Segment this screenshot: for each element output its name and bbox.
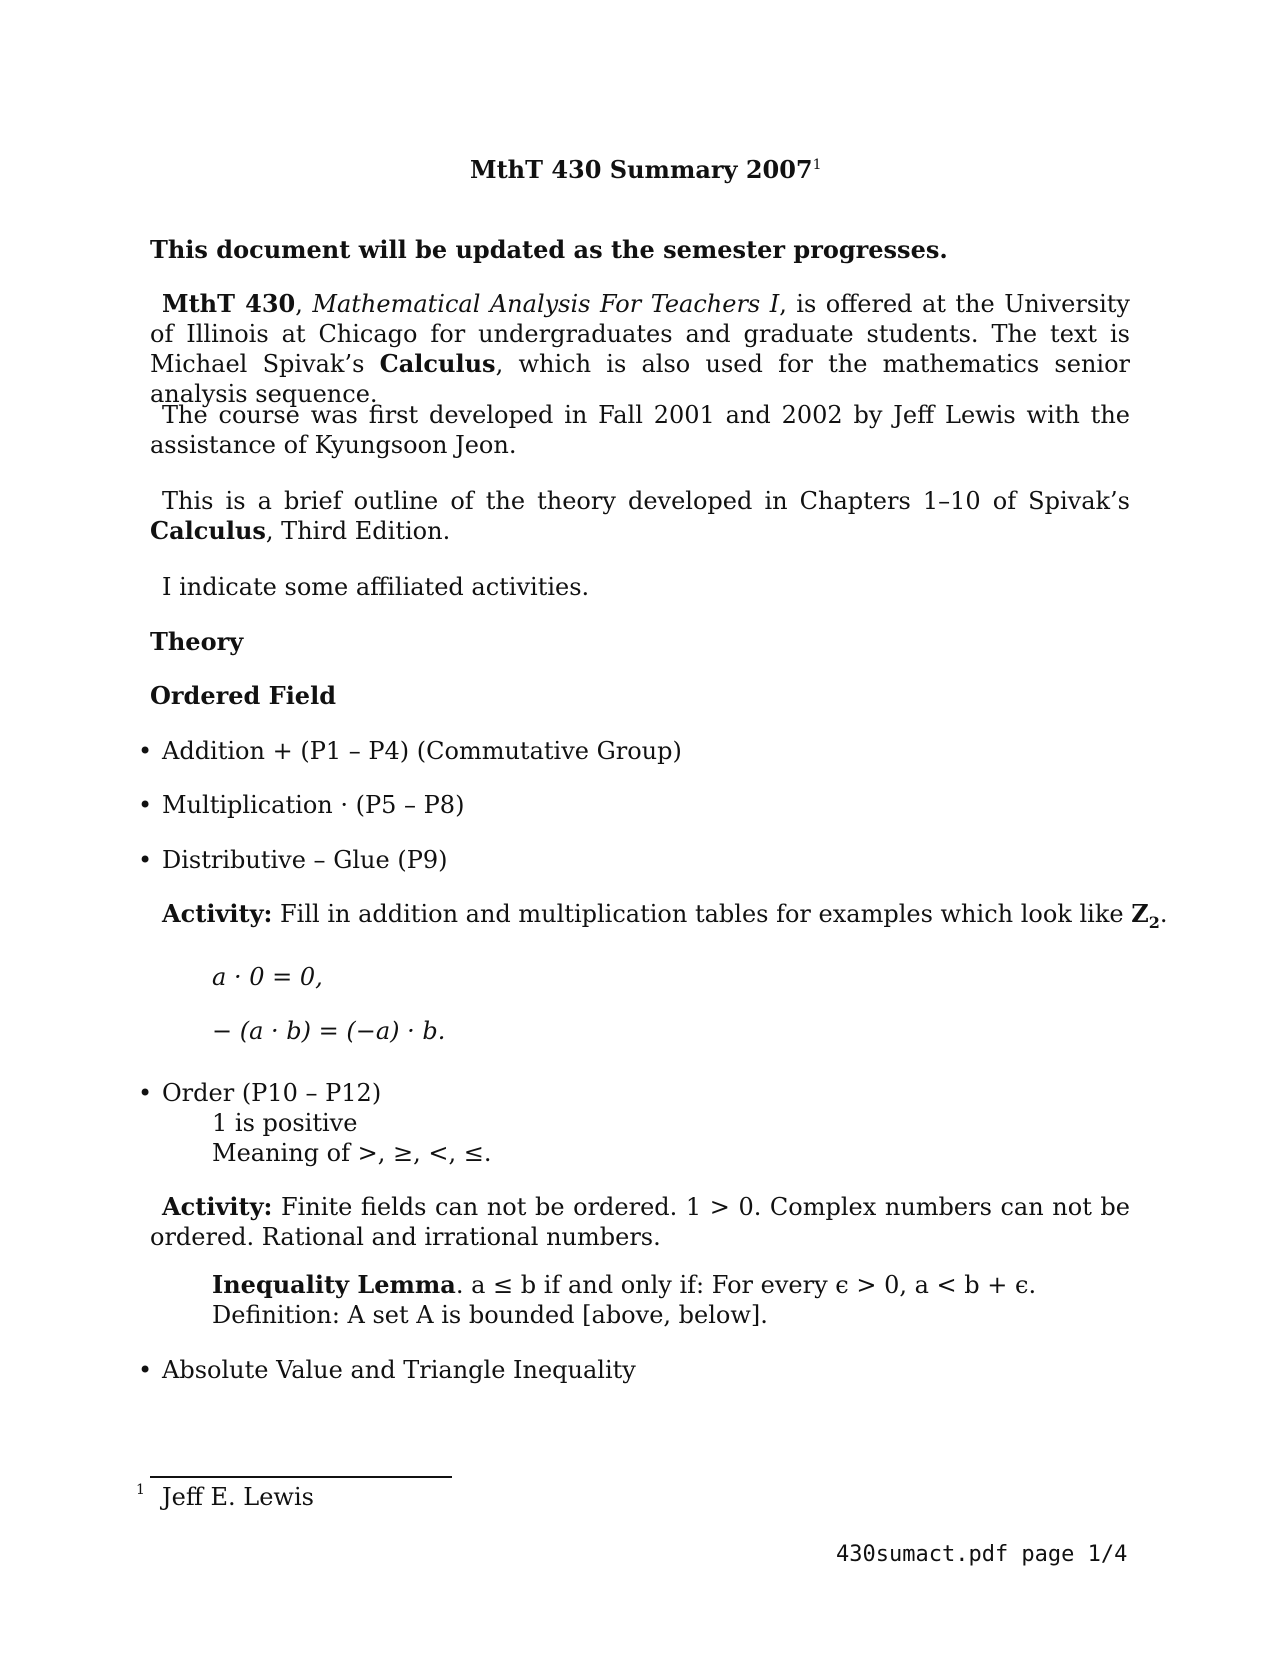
intro-rest1: , is offered at the University of Illinois at Chicago for undergraduates and graduate students. The text is Michael Spivak’s [150,290,1130,378]
outline-paragraph [150,486,1130,546]
intro-paragraph [150,289,1130,409]
activity-1-text: Fill in addition and multiplication tables for examples which look like [272,900,1132,928]
heading-theory: Theory [150,627,244,656]
z2-symbol: Z [1131,899,1149,928]
lemma-label: Inequality Lemma [212,1270,456,1299]
activity-1-end: . [1159,900,1168,928]
bounded-definition: Definition: A set A is bounded [above, below]. [212,1301,768,1329]
activity-1 [162,899,1168,938]
title-text: MthT 430 Summary 2007 [470,155,813,184]
z2-subscript: 2 [1148,912,1160,932]
book-title: Calculus [379,349,496,378]
footnote-text: Jeff E. Lewis [162,1483,314,1511]
intro-sep: , [295,290,313,318]
bullet-multiplication: • Multiplication · (P5 – P8) [162,790,464,820]
bullet-distributive: • Distributive – Glue (P9) [162,845,447,875]
activity-2-text: Finite fields can not be ordered. 1 > 0. Complex numbers can not be ordered. Rational and irrational numbers. [150,1193,1130,1251]
equation-1: a · 0 = 0, [212,963,323,991]
footnote-mark: 1 [136,1482,145,1498]
page-title [470,150,822,185]
history-paragraph: The course was first developed in Fall 2001 and 2002 by Jeff Lewis with the assistance of Kyungsoon Jeon. [150,401,1130,459]
course-code: MthT 430 [162,289,296,318]
outline-pre: This is a brief outline of the theory developed in Chapters 1–10 of Spivak’s [162,487,1130,515]
outline-post: , Third Edition. [265,517,451,545]
footnote-rule [150,1476,452,1478]
activity-2-label: Activity: [162,1192,273,1221]
order-line-1: 1 is positive [212,1109,358,1137]
title-footnote-mark: 1 [812,157,822,173]
intro-rest2: , which is also used for the mathematics senior analysis sequence. [150,350,1130,408]
lemma-text: . a ≤ b if and only if: For every ϵ > 0, a < b + ϵ. [455,1271,1037,1299]
outline-book: Calculus [150,516,266,545]
bullet-order: • Order (P10 – P12) [162,1078,381,1108]
affiliated-note: I indicate some affiliated activities. [162,573,590,601]
order-line-2: Meaning of >, ≥, <, ≤. [212,1139,492,1167]
update-notice: This document will be updated as the semester progresses. [150,235,948,264]
page-footer: 430sumact.pdf page 1/4 [836,1542,1128,1567]
course-name: Mathematical Analysis For Teachers I [312,290,780,318]
equation-2: − (a · b) = (−a) · b. [212,1017,446,1045]
activity-2 [150,1192,1130,1252]
bullet-addition: • Addition + (P1 – P4) (Commutative Group) [162,736,682,766]
heading-ordered-field: Ordered Field [150,681,336,710]
inequality-lemma [212,1270,1036,1300]
activity-1-label: Activity: [162,899,273,928]
bullet-absolute-value: • Absolute Value and Triangle Inequality [162,1355,636,1385]
